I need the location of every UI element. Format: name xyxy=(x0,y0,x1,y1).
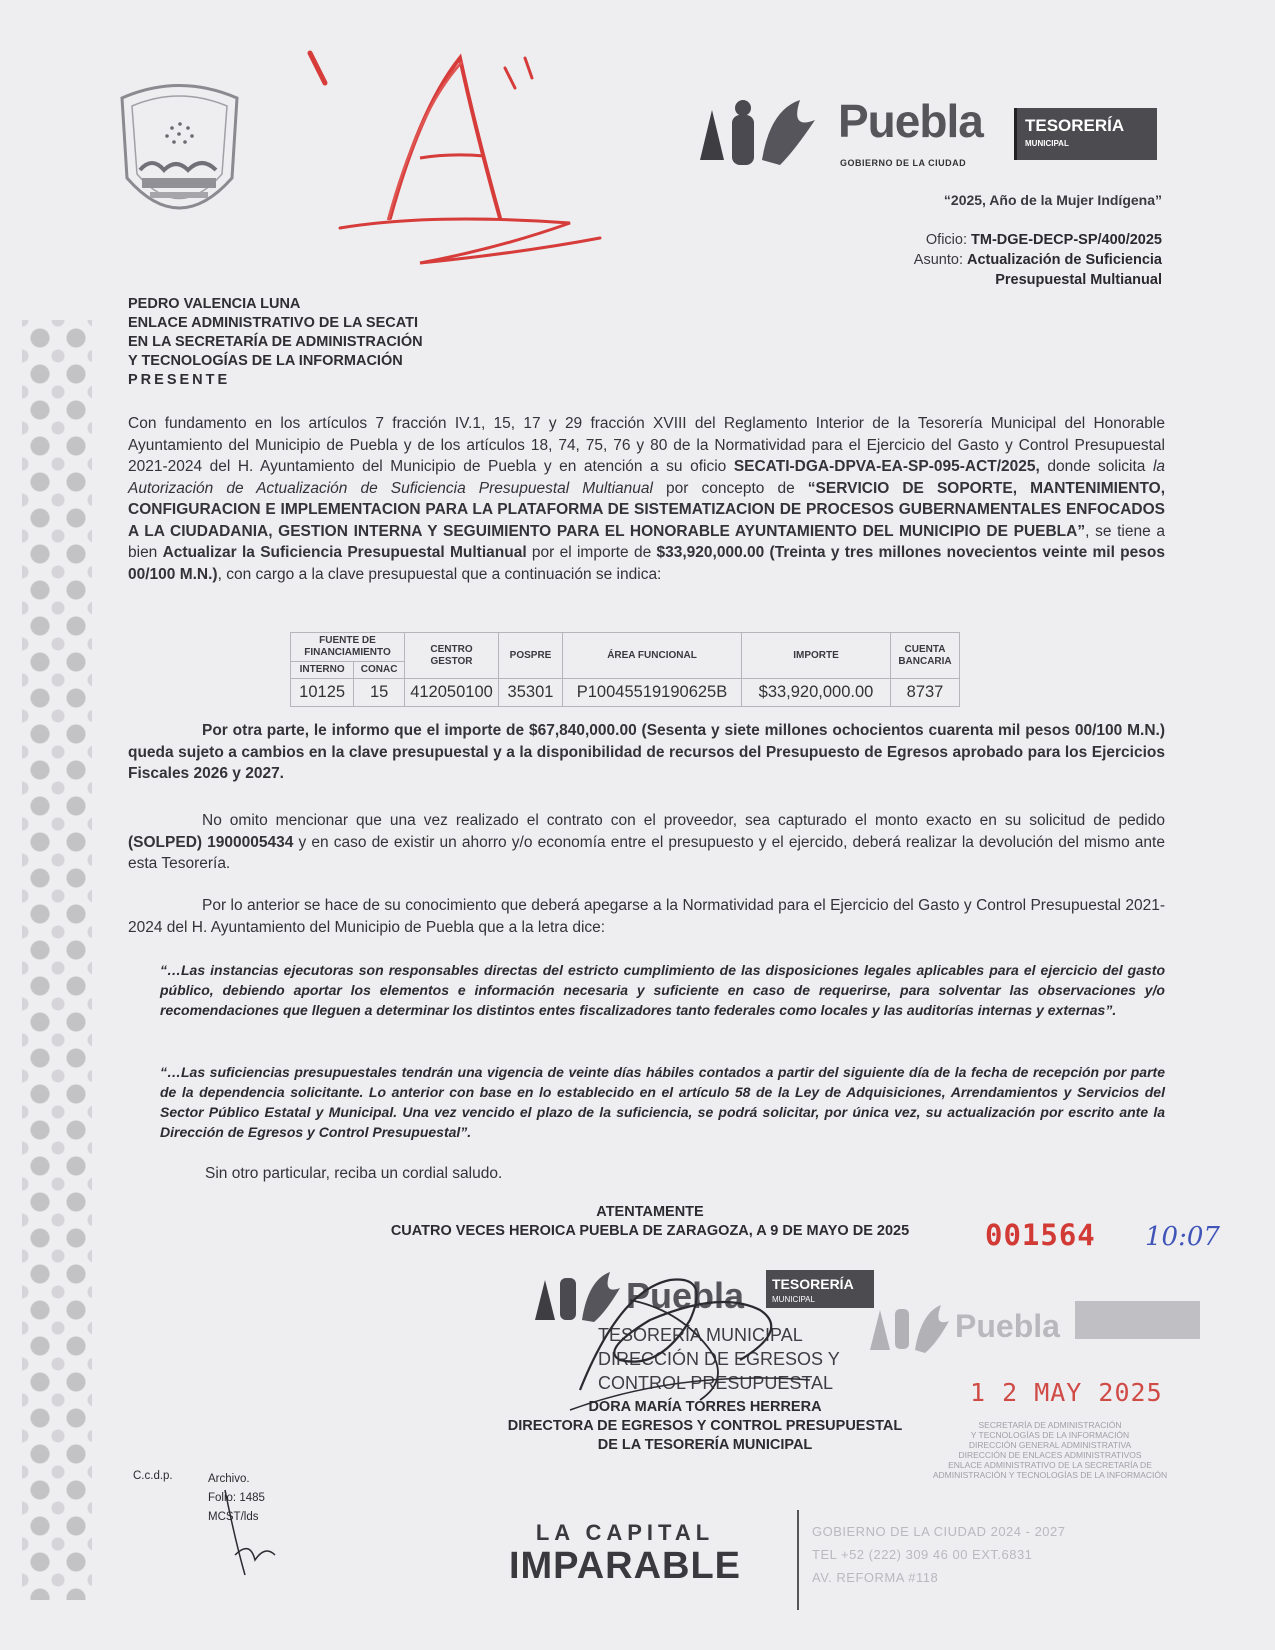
p1-concept: “SERVICIO DE SOPORTE, MANTENIMIENTO, CONFIGURACION E IMPLEMENTACION PARA LA PLATAFORMA DE SISTEMATIZACION DE PROCESOS GUBERNAMENTALES ENFOCADOS A LA CIUDADANIA, GESTION INTERNA Y SEGUIMIENTO PARA EL HONORABLE AYUNTAMIENTO DEL MUNICIPIO DE PUEBLA” xyxy=(128,479,1166,540)
logo-wordmark: Puebla xyxy=(838,95,983,147)
footer-info-2: TEL +52 (222) 309 46 00 EXT.6831 xyxy=(812,1547,1033,1562)
svg-text:TESORERÍA: TESORERÍA xyxy=(772,1276,854,1292)
footer-contact xyxy=(812,1520,1065,1589)
addressee-line-1: ENLACE ADMINISTRATIVO DE LA SECATI xyxy=(128,315,418,331)
quote-validity: “…Las suficiencias presupuestales tendrán una vigencia de veinte días hábiles contados a partir del siguiente día de la fecha de recepción por parte de la dependencia solicitante. Lo anterior con base en lo establecido en el artículo 58 de la Ley de Adquisiciones, Arrendamientos y Servicios del Sector Público Estatal y Municipal. Una vez vencido el plazo de la suficiencia, se podrá solicitar, por única vez, su actualización por escrito ante la Dirección de Egresos y Control Presupuestal”. xyxy=(160,1064,1165,1140)
paragraph-multiyear-amount: Por otra parte, le informo que el importe de $67,840,000.00 (Sesenta y siete millones ochocientos cuarenta mil pesos 00/100 M.N.) queda sujeto a cambios en la clave presupuestal y a la disponibilidad de recursos del Presupuesto de Egresos aprobado para los Ejercicios Fiscales 2026 y 2027. xyxy=(128,722,1165,782)
p1-text-d: , se tiene a bien xyxy=(128,522,1166,561)
brand-top: LA CAPITAL xyxy=(535,1520,715,1545)
p3-text-a: No omito mencionar que una vez realizado el contrato con el proveedor, sea capturado el monto exacto en su solicitud de pedido xyxy=(202,812,1165,829)
puebla-emblem-icon xyxy=(690,90,830,180)
p1-text-f: , con cargo a la clave presupuestal que a continuación se indica: xyxy=(217,565,662,583)
p1-italic: la Autorización de Actualización de Suficiencia Presupuestal Multianual xyxy=(128,458,1166,497)
ccp-folio: Folio: 1485 xyxy=(208,1492,265,1504)
header-importe: IMPORTE xyxy=(742,633,891,679)
faint-line-6: ADMINISTRACIÓN Y TECNOLOGÍAS DE LA INFORMACIÓN xyxy=(932,1470,1168,1480)
signer-title-2: DE LA TESORERÍA MUNICIPAL xyxy=(597,1437,813,1453)
header-pospre: POSPRE xyxy=(499,633,563,679)
asunto-line-1: Actualización de Suficiencia xyxy=(967,252,1162,268)
margin-decoration xyxy=(22,320,92,1600)
header-conac: CONAC xyxy=(354,662,405,679)
cell-area-funcional: P10045519190625B xyxy=(563,679,742,707)
p1-oficio-ref: SECATI-DGA-DPVA-EA-SP-095-ACT/2025, xyxy=(733,458,1040,475)
ccp-label: C.c.d.p. xyxy=(133,1470,173,1482)
p1-text-a: Con fundamento en los artículos 7 fracción IV.1, 15, 17 y 29 fracción XVIII del Reglamento Interior de la Tesorería Municipal del Honorable Ayuntamiento del Municipio de Puebla y de los artículos 18, 74, 75, 76 y 80 de la Normatividad para el Ejercicio del Gasto y Control Presupuestal 2021-2024 del H. Ayuntamiento del Municipio de Puebla y en atención a su oficio xyxy=(128,415,1165,475)
header-cuenta-bancaria: CUENTA BANCARIA xyxy=(891,633,960,679)
folio-stamp: 001564 xyxy=(985,1218,1096,1252)
p1-text-b: donde solicita xyxy=(1039,458,1153,475)
p3-text-b: y en caso de existir un ahorro y/o economía entre el presupuesto y el ejercido, deberá realizar la devolución del mismo ante esta Tesorería. xyxy=(128,833,1165,872)
logo-government-label: GOBIERNO DE LA CIUDAD xyxy=(840,158,967,168)
reception-stamp xyxy=(895,1420,1205,1480)
signer-title-1: DIRECTORA DE EGRESOS Y CONTROL PRESUPUESTAL xyxy=(507,1418,903,1434)
tesoreria-subtitle: MUNICIPAL xyxy=(1025,139,1069,148)
initials-signature xyxy=(205,1460,300,1580)
year-motto: “2025, Año de la Mujer Indígena” xyxy=(943,192,1162,208)
cell-centro-gestor: 412050100 xyxy=(405,679,499,707)
tesoreria-title: TESORERÍA xyxy=(1025,116,1125,135)
faint-line-2: Y TECNOLOGÍAS DE LA INFORMACIÓN xyxy=(970,1430,1130,1440)
footer-info-3: AV. REFORMA #118 xyxy=(812,1570,939,1585)
signature-header xyxy=(330,1203,970,1241)
received-date-stamp: 1 2 MAY 2025 xyxy=(970,1378,1163,1407)
handwritten-a-mark xyxy=(300,38,630,288)
p1-amount: $33,920,000.00 (Treinta y tres millones novecientos veinte mil pesos 00/100 M.N.) xyxy=(128,544,1165,583)
p1-text-e: por el importe de xyxy=(526,544,657,561)
cell-interno: 10125 xyxy=(291,679,354,707)
faint-line-3: DIRECCIÓN GENERAL ADMINISTRATIVA xyxy=(968,1440,1132,1450)
stamp-line-1: TESORERÍA MUNICIPAL xyxy=(598,1325,803,1345)
footer-info-1: GOBIERNO DE LA CIUDAD 2024 - 2027 xyxy=(812,1524,1066,1539)
paragraph-normativity: Por lo anterior se hace de su conocimiento que deberá apegarse a la Normatividad para el Ejercicio del Gasto y Control Presupuestal 2021-2024 del H. Ayuntamiento del Municipio de Puebla que a la letra dice: xyxy=(128,897,1165,936)
addressee-line-2: EN LA SECRETARÍA DE ADMINISTRACIÓN xyxy=(128,334,423,350)
received-time: 10:07 xyxy=(1145,1222,1220,1252)
signer-name: DORA MARÍA TORRES HERRERA xyxy=(588,1399,822,1415)
ccp-initials: MCST/lds xyxy=(208,1511,259,1523)
asunto-label: Asunto: xyxy=(913,252,963,268)
p3-solped: (SOLPED) 1900005434 xyxy=(128,833,294,851)
brand-bottom: IMPARABLE xyxy=(508,1545,742,1587)
oficio-block xyxy=(914,230,1162,290)
addressee-line-3: Y TECNOLOGÍAS DE LA INFORMACIÓN xyxy=(128,353,403,369)
tesoreria-badge xyxy=(1014,108,1157,160)
presente-label: PRESENTE xyxy=(128,372,231,388)
quote-responsibility: “…Las instancias ejecutoras son responsables directas del estricto cumplimiento de las disposiciones legales aplicables para el ejercicio del gasto público, debiendo aportar los elementos e información necesaria y suficiente en caso de requerirse, para solventar las observaciones y/o recomendaciones que lleguen a determinar los distintos entes fiscalizadores tanto federales como locales y las auditorías internas y externas”. xyxy=(160,962,1165,1018)
budget-key-table xyxy=(290,632,960,707)
cell-cuenta-bancaria: 8737 xyxy=(891,679,960,707)
received-stamp-logo xyxy=(865,1295,1210,1355)
svg-text:Puebla: Puebla xyxy=(955,1308,1060,1344)
svg-text:Puebla: Puebla xyxy=(626,1275,745,1316)
stamp-line-3: CONTROL PRESUPUESTAL xyxy=(598,1373,834,1393)
p1-text-c: por concepto de xyxy=(652,479,808,497)
oficio-number: TM-DGE-DECP-SP/400/2025 xyxy=(971,232,1162,248)
atentamente-label: ATENTAMENTE xyxy=(596,1204,704,1220)
p1-action: Actualizar la Suficiencia Presupuestal Multianual xyxy=(162,544,527,561)
header-area-funcional: ÁREA FUNCIONAL xyxy=(563,633,742,679)
asunto-line-2: Presupuestal Multianual xyxy=(995,272,1162,288)
header-centro-gestor: CENTRO GESTOR xyxy=(405,633,499,679)
table-row xyxy=(291,679,960,707)
faint-line-5: ENLACE ADMINISTRATIVO DE LA SECRETARÍA DE xyxy=(948,1460,1152,1470)
oficio-label: Oficio: xyxy=(925,232,967,248)
footer-divider xyxy=(797,1510,799,1610)
handwritten-signature xyxy=(560,1250,820,1420)
paragraph-solped xyxy=(128,810,1165,875)
paragraph-authorization xyxy=(128,413,1165,585)
header-fuente: FUENTE DE FINANCIAMIENTO xyxy=(291,633,405,662)
faint-line-1: SECRETARÍA DE ADMINISTRACIÓN xyxy=(978,1420,1122,1430)
place-date: CUATRO VECES HEROICA PUEBLA DE ZARAGOZA, A 9 DE MAYO DE 2025 xyxy=(390,1223,910,1239)
footer-brand xyxy=(480,1520,770,1586)
faint-line-4: DIRECCIÓN DE ENLACES ADMINISTRATIVOS xyxy=(958,1450,1142,1460)
header-interno: INTERNO xyxy=(291,662,354,679)
cell-importe: $33,920,000.00 xyxy=(742,679,891,707)
svg-text:MUNICIPAL: MUNICIPAL xyxy=(772,1295,815,1304)
municipal-seal-icon xyxy=(112,78,247,233)
addressee-block xyxy=(128,295,423,390)
stamp-line-2: DIRECCIÓN DE EGRESOS Y xyxy=(598,1349,840,1369)
ccp-archivo: Archivo. xyxy=(208,1473,250,1485)
puebla-header-logo xyxy=(690,90,1170,180)
closing-greeting: Sin otro particular, reciba un cordial saludo. xyxy=(205,1165,503,1182)
cell-conac: 15 xyxy=(354,679,405,707)
cell-pospre: 35301 xyxy=(499,679,563,707)
addressee-name: PEDRO VALENCIA LUNA xyxy=(128,296,301,312)
